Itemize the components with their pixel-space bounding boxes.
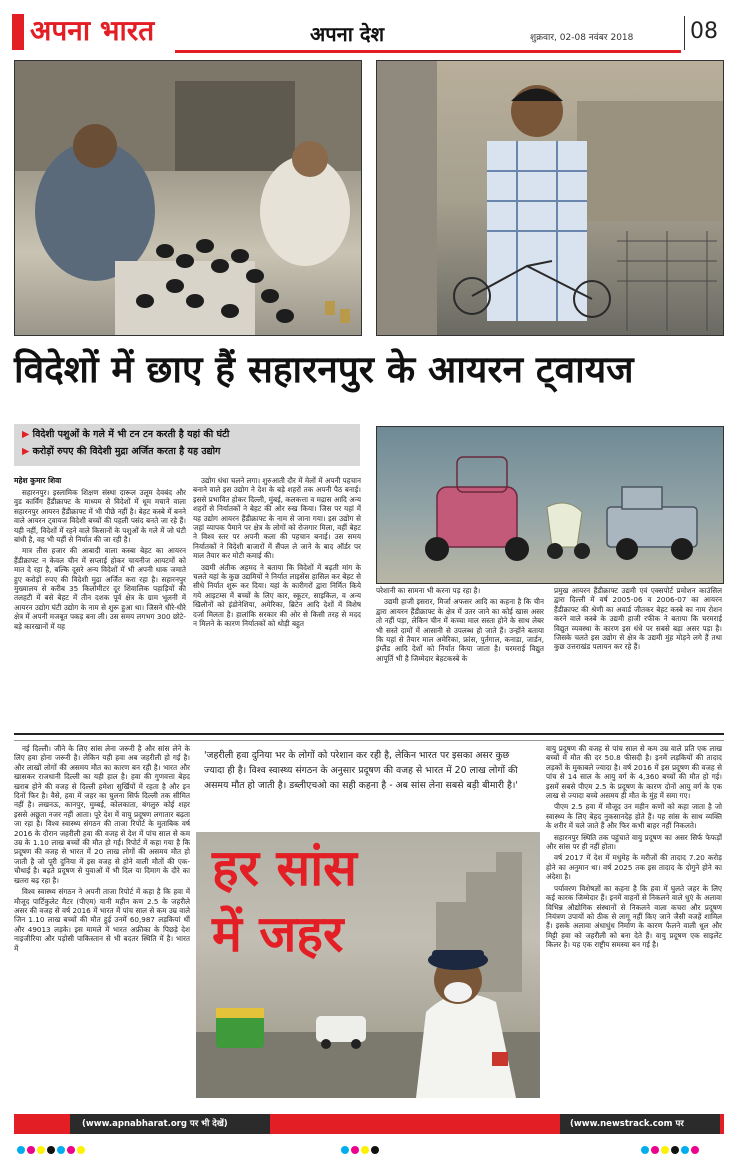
section-divider	[14, 733, 724, 735]
story1-col2-para: उद्यमी अंतीक अहमद ने बताया कि विदेशों में बढ़ती मांग के चलते यहां के कुछ उद्यमियों ने निर्यात लाइसेंस हासिल कर बेहट से सीधे निर्यात शुरू कर दिया। यहां के कारीगरों द्वारा निर्मित किये गये आइटम्स में बच्चों के लिए कार, स्कूटर, साइकिल, व अन्य खिलौनों को इंडोनेशिया, अमेरिका, ब्रिटेन आदि देशों में विशेष दर्जा मिलता है। हालांकि सरकार की ओर से किसी तरह से मदद न मिलने के कारण निर्यातकों को थोड़ी बहुत	[193, 562, 361, 629]
story2-right-para: पर्यावरण विशेषज्ञों का कहना है कि हवा में घुलते जहर के लिए कई कारक जिम्मेदार हैं। इनमें वाहनों से निकलने वाले धुएं के अलावा विभिन्न औद्योगिक संस्थानों से निकलने वाला कचरा और प्रदूषण नियंत्रण उपायों को ठीक से लागू नहीं किए जाने जैसी वजहें शामिल हैं। इसके अलावा अंधाधुंध निर्माण के कारण फैलने वाली धूल और मिट्टी हवा को जहरीली को बना देते हैं। वायु प्रदूषण एक साइलेंट किलर है। यह एक राष्ट्रीय समस्या बन गई है।	[546, 883, 722, 950]
iron-toys-illustration	[377, 427, 723, 583]
story2-right-para: सहारनपुर स्थिति तक पहुंचाते वायु प्रदूषण का असर सिर्फ फेफड़ों और सांस पर ही नहीं होता।	[546, 832, 722, 852]
photo-bells-workers	[14, 60, 362, 336]
registration-marks-center	[340, 1140, 400, 1150]
story1-column-3	[376, 586, 544, 730]
header-rule	[175, 50, 681, 53]
story2-left-para: नई दिल्ली। जीने के लिए सांस लेना जरूरी है और सांस लेने के लिए हवा होना जरूरी है। लेकिन यही हवा अब जहरीली हो गई है। और लाखों लोगों की असमय मौत का कारण बन रही है। भारत और खासकर राजधानी दिल्ली का यही हाल है। हवा की गुणवत्ता बेहद खराब होने की वजह से दिल्ली हमेशा सुर्खियों में रहता है और इन दिनों फिर है। वैसे, हवा में जहर का घुलना सिर्फ दिल्ली तक सीमित नहीं है। लखनऊ, कानपुर, मुम्बई, कोलकाता, बंगलुरु कोई शहर इससे अछूता नजर नहीं आता। पूरे देश में वायु प्रदूषण लगातार बढ़ता जा रहा है। विश्व स्वास्थ्य संगठन की ताजा रिपोर्ट के मुताबिक वर्ष 2016 के दौरान जहरीली हवा की वजह से देश में पांच साल से कम उम्र के 1.10 लाख बच्चों की मौत हो गई। रिपोर्ट में कहा गया है कि प्रदूषण की वजह से भारत में 20 लाख लोगों की असमय मौत हो जाती है जो पूरी दुनिया में इस वजह से होने वाली मौतों की एक-चौथाई है। बढ़ते प्रदूषण से युवाओं में भी दिल या दिमाग के दौरे का खतरा बढ़ रहा है।	[14, 744, 190, 885]
bullet-2	[22, 445, 220, 459]
story2-right-column	[546, 744, 722, 1096]
story1-headline: विदेशों में छाए हैं सहारनपुर के आयरन ट्वायज	[14, 348, 634, 391]
story1-column-4	[554, 586, 722, 730]
bullet-1	[22, 428, 229, 442]
story2-left-para: विश्व स्वास्थ्य संगठन ने अपनी ताजा रिपोर्ट में कहा है कि हवा में मौजूद पार्टिकुलेट मैटर (पीएम) यानी महीन कण 2.5 के जहरीले असर की वजह से वर्ष 2016 में भारत में पांच साल से कम उम्र वाले जिन 1.10 लाख बच्चों की मौत हुई उनमें 60,987 लड़कियां थीं और 49013 लड़के। इस मामले में भारत अफ्रीका के पिछड़े देश नाइजीरिया और पड़ोसी पाकिस्तान से भी बदतर स्थिति में है। भारत में	[14, 887, 190, 953]
issue-date: शुक्रवार, 02-08 नवंबर 2018	[530, 33, 634, 43]
section-left-title: अपना भारत	[30, 14, 155, 47]
story1-col3-para: उद्यमी हाजी इसरार, मिर्जा अफसर आदि का कहना है कि चीन द्वारा आयरन हैंडीक्राफ्ट के क्षेत्र में उतर जाने का कोई खास असर तो नहीं पड़ा, लेकिन चीन में कच्चा माल सस्ता होने के साथ लेबर भी सस्ते दामों में आसानी से उपलब्ध हो जाते हैं। उन्होंने बताया कि यहां से तैयार माल अमेरिका, फ्रांस, पुर्तगाल, कनाडा, जार्डन, इंग्लैंड आदि देशों को निर्यात किया जाता है। चरमराई विद्युत आपूर्ति भी है जिम्मेदार बेहटकस्बे के	[376, 597, 544, 663]
color-dots-icon	[16, 1145, 106, 1155]
workers-illustration	[15, 61, 361, 335]
photo-iron-toys	[376, 426, 724, 584]
bullet-1-text: विदेशी पशुओं के गले में भी टन टन करती है यहां की घंटी	[32, 429, 230, 440]
story2-right-para: पीएम 2.5 हवा में मौजूद उन महीन कणों को कहा जाता है जो स्वास्थ्य के लिए बेहद नुकसानदेह होते हैं। यह सांस के साथ व्यक्ति के शरीर में चले जाते हैं और फिर कभी बाहर नहीं निकलते।	[546, 802, 722, 831]
story1-column-1	[14, 488, 186, 730]
bullet-arrow-icon: ▶	[22, 429, 30, 440]
footer-left-url[interactable]: (www.apnabharat.org पर भी देखें)	[82, 1119, 228, 1129]
registration-marks-left	[16, 1140, 106, 1150]
story1-col3-para: परेशानी का सामना भी करना पड़ रहा है।	[376, 586, 481, 595]
story1-col1-para: सहारनपुर। इस्लामिक शिक्षण संस्था दारूल उलूम देवबंद और वुड कार्विंग हैंडीक्राफ्ट के माध्यम से विदेशों में धूम मचाने वाला सहारनपुर आयरन हैंडीक्राफ्ट में भी पीछे नहीं है। बेहट कस्बे में बनने वाले आयरन ट्वायज विदेशी बच्चों की पहली पसंद बनते जा रहे हैं। यही नहीं, विदेशों में रहने वाले किसानों के पशुओं के गले में जो घंटी बांधी है, वह भी यहीं से निर्यात की जा रही है।	[14, 488, 186, 545]
photo-man-with-iron-toy	[376, 60, 724, 336]
byline: महेश कुमार शिवा	[14, 476, 62, 485]
header-red-tab	[12, 14, 24, 50]
bullet-arrow-icon: ▶	[22, 446, 30, 457]
story1-col2-para: उद्योग धंधा चलने लगा। शुरुआती दौर में मेलों में अपनी पहचान बनाने वाले इस उद्योग ने देश के बड़े शहरों तक अपनी पैठ बनाई। इससे प्रभावित होकर दिल्ली, मुंबई, कलकत्ता व मद्रास आदि अन्य शहरों से निर्यातकों ने बेहट की ओर रुख किया। जिस पर यहां में यह उद्योग आयरन हैंडीक्राफ्ट के नाम से जाना गया। इस उद्योग से जहां व्यापक पैमाने पर क्षेत्र के लोगों को रोजगार मिला, वहीं बेहट ने विश्व स्तर पर अपनी कला की पहचान बनाई। उस समय निर्यातकों ने विदेशी बाजारों में सैंपल ले जाने के बाद ऑर्डर पर माल तैयार कर मोटी कमाई की।	[193, 476, 361, 561]
page-number: 08	[690, 19, 718, 44]
section-center-title: अपना देश	[310, 22, 385, 46]
color-dots-icon	[340, 1145, 400, 1155]
story2-right-para: वायु प्रदूषण की वजह से पांच साल से कम उम्र वाले प्रति एक लाख बच्चों में मौत की दर 50.8 फीसदी है। इनमें लड़कियों की तादाद लड़कों के मुकाबले ज्यादा है। वर्ष 2016 में इस प्रदूषण की वजह से पांच से 14 साल के आयु वर्ग के 4,360 बच्चों की मौत हो गई। इसमें सबसे पीएम 2.5 के प्रदूषण के कारण दोनों आयु वर्ग के एक लाख से ज्यादा बच्चे असमय ही मौत के मुंह में समा गए।	[546, 744, 722, 801]
story2-headline-line1: हर सांस	[212, 839, 357, 897]
man-toy-illustration	[377, 61, 723, 335]
bullet-2-text: करोड़ों रुपए की विदेशी मुद्रा अर्जित करता है यह उद्योग	[32, 446, 221, 457]
registration-marks-right	[640, 1140, 720, 1150]
story1-column-2	[193, 476, 361, 730]
page-number-divider	[684, 16, 685, 50]
story2-right-para: वर्ष 2017 में देश में मधुमेह के मरीजों की तादाद 7.20 करोड़ होने का अनुमान था। वर्ष 2025 तक इस तादाद के दोगुने होने का अंदेशा है।	[546, 853, 722, 882]
footer-right-url[interactable]: (www.newstrack.com पर	[570, 1119, 684, 1129]
story2-left-column	[14, 744, 190, 1096]
color-dots-icon	[640, 1145, 720, 1155]
story1-col4-para: प्रमुख आयरन हैंडीक्राफ्ट उद्यमी एवं एक्सपोर्ट प्रमोशन काउंसिल द्वारा दिल्ली में वर्ष 2005-06 व 2006-07 का आयरन हैंडीक्राफ्ट की श्रेणी का अवार्ड जीतकर बेहट कस्बे का नाम रोशन करने वाले कस्बे के उद्यमी हाजी रफीक ने बताया कि चरमराई विद्युत व्यवस्था के कारण इस धंधे पर सबसे बड़ा असर पड़ा है। जिसके चलते इस उद्योग से क्षेत्र के उद्यमी मुंह मोड़ने लगे हैं तथा कुछ उत्तराखंड पलायन कर रहे हैं।	[554, 586, 722, 652]
story1-col1-para: मात्र तीस हजार की आबादी वाला कस्बा बेहट का आयरन हैंडीक्राफ्ट न केवल चीन में सप्लाई होकर चायनीज आयटमों को मात दे रहा है, बल्कि दूसरे अन्य विदेशों में भी अपनी धाक जमाते हुए करोड़ों रुपए की विदेशी मुद्रा अर्जित करा रहा है। सहारनपुर मुख्यालय से करीब 35 किलोमीटर दूर शिवालिक पहाड़ियों की तलहटी में बसे बेहट में तीन दशक पूर्व क्षेत्र के ग्राम भूलनी में आयरन उद्योग घंटी उद्योग के नाम से शुरू हुआ था। जिसने धीरे-धीरे क्षेत्र में अपनी मजबूत पकड़ बना ली। उस समय लगभग 300 छोटे-बड़े कारखानों में यह	[14, 546, 186, 631]
story2-quote: 'जहरीली हवा दुनिया भर के लोगों को परेशान कर रही है, लेकिन भारत पर इसका असर कुछ ज्यादा ही है। विश्व स्वास्थ्य संगठन के अनुसार प्रदूषण की वजह से भारत में 20 लाख लोगों की असमय मौत हो जाती है। डब्लीएचओ का सही कहना है - अब सांस लेना सबसे बड़ी बीमारी है।'	[204, 750, 518, 791]
story2-headline-line2: में जहर	[212, 905, 344, 963]
